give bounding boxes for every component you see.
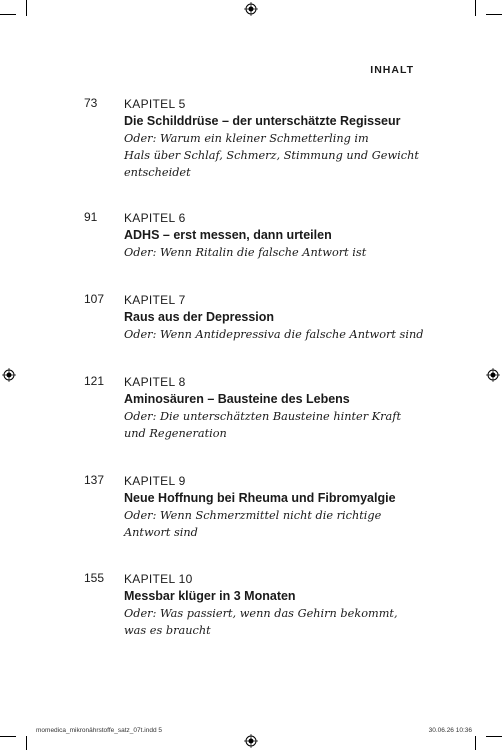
toc-page-number: 73 [84, 96, 98, 110]
crop-mark [0, 14, 16, 15]
toc-chapter-subtitle-line: was es braucht [124, 624, 211, 637]
crop-mark [486, 736, 502, 737]
toc-chapter-subtitle-line: Oder: Was passiert, wenn das Gehirn bekommt, [124, 607, 398, 620]
toc-chapter-title: Aminosäuren – Bausteine des Lebens [124, 392, 350, 406]
toc-chapter-subtitle-line: entscheidet [124, 166, 191, 179]
toc-page-number: 121 [84, 374, 105, 388]
print-slug-filename: momedica_mikronährstoffe_satz_07t.indd 5 [36, 727, 162, 734]
toc-chapter-title: ADHS – erst messen, dann urteilen [124, 228, 332, 242]
toc-page-number: 155 [84, 571, 105, 585]
registration-mark-icon [2, 368, 16, 382]
toc-chapter-subtitle-line: Oder: Wenn Antidepressiva die falsche Antwort sind [124, 328, 424, 341]
toc-chapter-subtitle-line: und Regeneration [124, 427, 227, 440]
toc-chapter-title: Raus aus der Depression [124, 310, 275, 324]
toc-chapter-title: Die Schilddrüse – der unterschätzte Regisseur [124, 114, 401, 128]
toc-chapter-title: Neue Hoffnung bei Rheuma und Fibromyalgie [124, 491, 396, 505]
toc-chapter-subtitle-line: Antwort sind [124, 526, 198, 539]
toc-chapter-label: KAPITEL 8 [124, 375, 186, 389]
registration-mark-icon [244, 734, 258, 748]
toc-chapter-label: KAPITEL 10 [124, 572, 193, 586]
toc-chapter-label: KAPITEL 5 [124, 97, 186, 111]
toc-chapter-subtitle-line: Oder: Wenn Ritalin die falsche Antwort ist [124, 246, 367, 259]
running-header: INHALT [370, 64, 414, 76]
print-slug-timestamp: 30.06.26 10:36 [428, 727, 472, 734]
registration-mark-icon [486, 368, 500, 382]
crop-mark [486, 14, 502, 15]
toc-page-number: 91 [84, 210, 98, 224]
crop-mark [475, 736, 476, 750]
toc-chapter-title: Messbar klüger in 3 Monaten [124, 589, 296, 603]
toc-chapter-label: KAPITEL 9 [124, 474, 186, 488]
registration-mark-icon [244, 2, 258, 16]
toc-page-number: 137 [84, 473, 105, 487]
crop-mark [26, 0, 27, 16]
toc-chapter-subtitle-line: Oder: Die unterschätzten Bausteine hinter Kraft [124, 410, 401, 423]
toc-chapter-subtitle-line: Hals über Schlaf, Schmerz, Stimmung und Gewicht [124, 149, 419, 162]
toc-chapter-label: KAPITEL 7 [124, 293, 186, 307]
toc-chapter-subtitle-line: Oder: Warum ein kleiner Schmetterling im [124, 132, 369, 145]
crop-mark [0, 736, 16, 737]
toc-chapter-label: KAPITEL 6 [124, 211, 186, 225]
crop-mark [475, 0, 476, 16]
toc-page-number: 107 [84, 292, 105, 306]
crop-mark [26, 736, 27, 750]
toc-chapter-subtitle-line: Oder: Wenn Schmerzmittel nicht die richtige [124, 509, 382, 522]
